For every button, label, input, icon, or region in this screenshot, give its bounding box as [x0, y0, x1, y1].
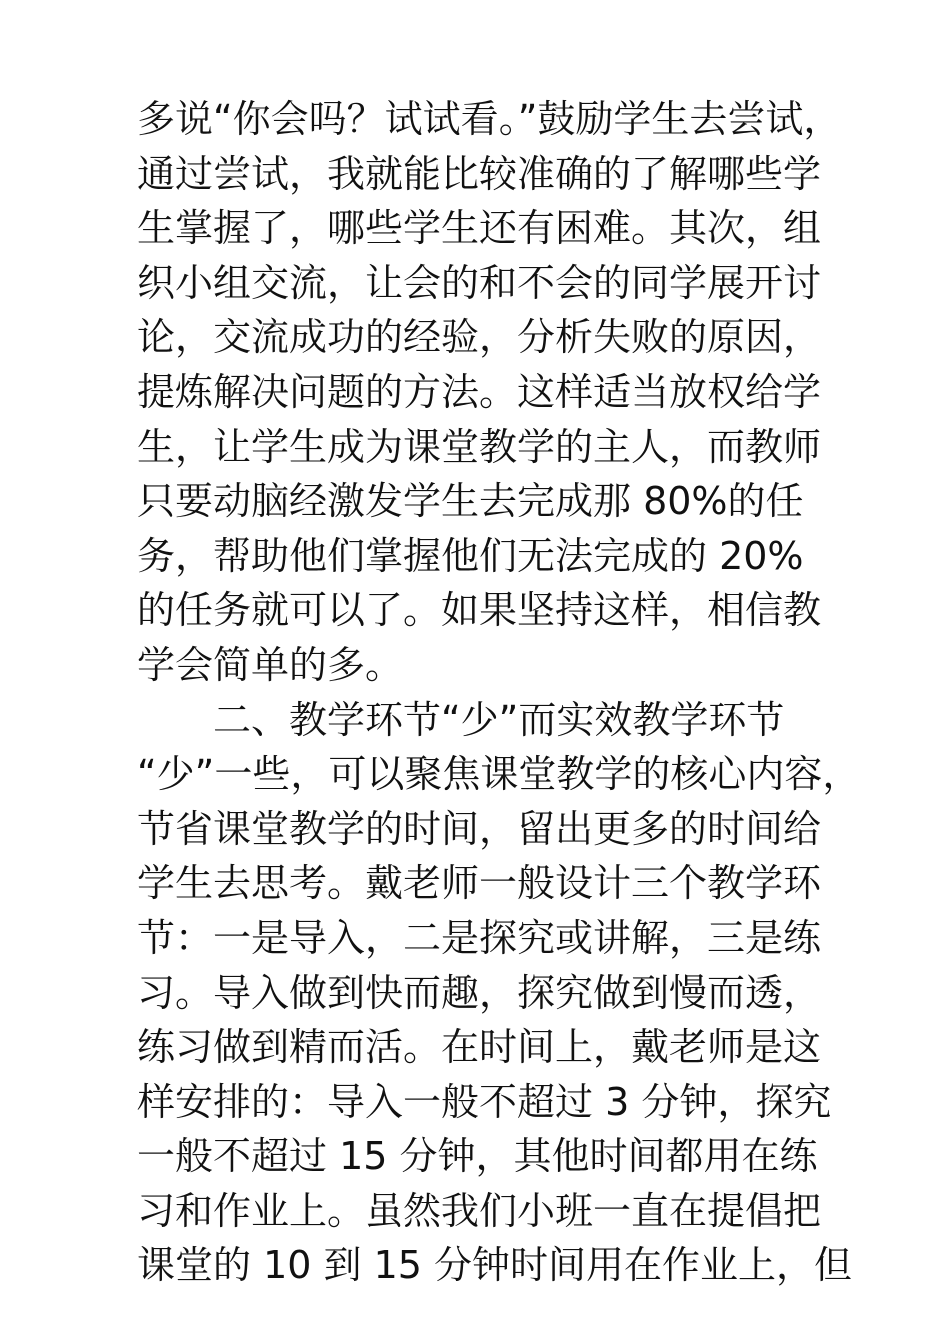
text-line: 生，让学生成为课堂教学的主人，而教师 [137, 424, 822, 469]
text-line: “少”一些，可以聚焦课堂教学的核心内容， [137, 752, 861, 797]
text-line: 生掌握了，哪些学生还有困难。其次，组 [137, 206, 822, 251]
body-text [137, 92, 861, 1293]
text-line: 织小组交流，让会的和不会的同学展开讨 [137, 260, 822, 305]
text-line: 习和作业上。虽然我们小班一直在提倡把 [137, 1188, 822, 1233]
text-line: 只要动脑经激发学生去完成那 80%的任 [137, 479, 804, 524]
text-line: 的任务就可以了。如果坚持这样，相信教 [137, 588, 822, 633]
text-line: 通过尝试，我就能比较准确的了解哪些学 [137, 151, 822, 196]
text-line: 练习做到精而活。在时间上，戴老师是这 [137, 1025, 822, 1070]
text-line: 学生去思考。戴老师一般设计三个教学环 [137, 861, 822, 906]
text-line: 多说“你会吗？试试看。”鼓励学生去尝试， [137, 97, 842, 141]
section-heading-line: 二、教学环节“少”而实效教学环节 [213, 697, 785, 742]
text-line: 论，交流成功的经验，分析失败的原因， [137, 315, 822, 360]
text-line: 节省课堂教学的时间，留出更多的时间给 [137, 806, 822, 851]
text-line: 提炼解决问题的方法。这样适当放权给学 [137, 369, 822, 414]
text-line: 节：一是导入，二是探究或讲解，三是练 [137, 915, 822, 960]
text-line: 样安排的：导入一般不超过 3 分钟，探究 [137, 1079, 832, 1124]
text-line: 学会简单的多。 [137, 642, 404, 687]
text-line: 一般不超过 15 分钟，其他时间都用在练 [137, 1134, 818, 1179]
text-line: 习。导入做到快而趣，探究做到慢而透， [137, 970, 822, 1015]
text-line: 课堂的 10 到 15 分钟时间用在作业上，但 [137, 1243, 853, 1288]
text-line: 务，帮助他们掌握他们无法完成的 20% [137, 533, 804, 578]
